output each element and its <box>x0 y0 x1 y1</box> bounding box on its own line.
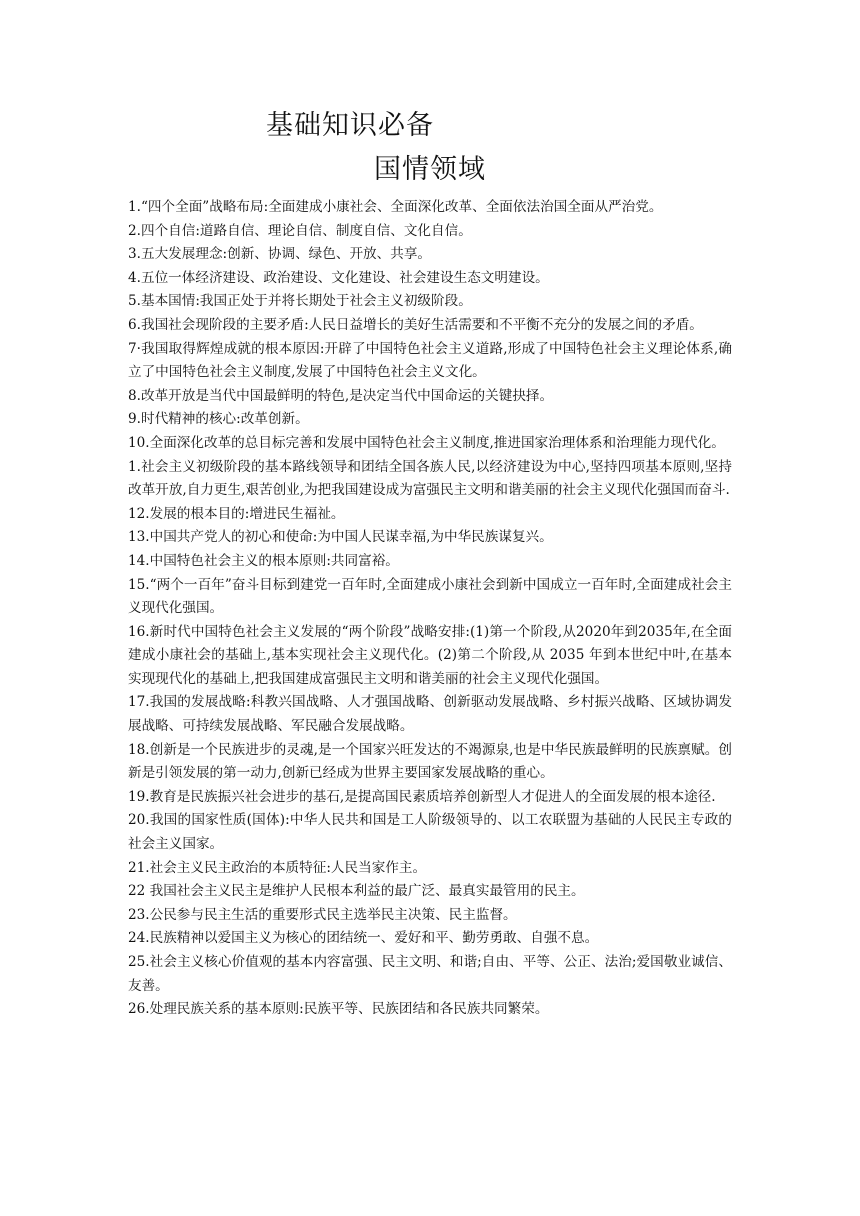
list-item: 17.我国的发展战略:科教兴国战略、人才强国战略、创新驱动发展战略、乡村振兴战略、区域协调发展战略、可持续发展战略、军民融合发展战略。 <box>128 694 732 735</box>
list-item: 13.中国共产党人的初心和使命:为中国人民谋幸福,为中华民族谋复兴。 <box>128 529 553 546</box>
list-item: 14.中国特色社会主义的根本原则:共同富裕。 <box>128 552 399 569</box>
list-item: 24.民族精神以爱国主义为核心的团结统一、爱好和平、勤劳勇敢、自强不息。 <box>128 930 599 947</box>
knowledge-list <box>128 196 732 1022</box>
list-item: 7·我国取得辉煌成就的根本原因:开辟了中国特色社会主义道路,形成了中国特色社会主义理论体系,确立了中国特色社会主义制度,发展了中国特色社会主义文化。 <box>128 340 732 381</box>
list-item: 2.四个自信:道路自信、理论自信、制度自信、文化自信。 <box>128 222 472 239</box>
list-item: 9.时代精神的核心:改革创新。 <box>128 411 309 428</box>
list-item: 26.处理民族关系的基本原则:民族平等、民族团结和各民族共同繁荣。 <box>128 1001 549 1018</box>
list-item: 10.全面深化改革的总目标完善和发展中国特色社会主义制度,推进国家治理体系和治理能力现代化。 <box>128 434 725 451</box>
list-item: 18.创新是一个民族进步的灵魂,是一个国家兴旺发达的不竭源泉,也是中华民族最鲜明的民族禀赋。创新是引领发展的第一动力,创新已经成为世界主要国家发展战略的重心。 <box>128 741 732 782</box>
list-item: 19.教育是民族振兴社会进步的基石,是提高国民素质培养创新型人才促进人的全面发展的根本途径. <box>128 788 716 805</box>
list-item: 6.我国社会现阶段的主要矛盾:人民日益增长的美好生活需要和不平衡不充分的发展之间的矛盾。 <box>128 316 703 333</box>
list-item: 25.社会主义核心价值观的基本内容富强、民主文明、和谐;自由、平等、公正、法治;爱国敬业诚信、友善。 <box>128 954 732 994</box>
document-subtitle: 国情领域 <box>374 154 486 185</box>
document-title: 基础知识必备 <box>266 110 434 141</box>
list-item: 8.改革开放是当代中国最鲜明的特色,是决定当代中国命运的关键抉择。 <box>128 387 554 404</box>
list-item: 23.公民参与民主生活的重要形式民主选举民主决策、民主监督。 <box>128 906 517 923</box>
list-item: 22 我国社会主义民主是维护人民根本利益的最广泛、最真实最管用的民主。 <box>128 883 585 900</box>
list-item: 5.基本国情:我国正处于并将长期处于社会主义初级阶段。 <box>128 293 472 310</box>
list-item: 4.五位一体经济建设、政治建设、文化建设、社会建设生态文明建设。 <box>128 269 549 286</box>
list-item: 21.社会主义民主政治的本质特征:人民当家作主。 <box>128 859 427 876</box>
list-item: 3.五大发展理念:创新、协调、绿色、开放、共享。 <box>128 246 432 263</box>
document-page <box>128 106 732 1022</box>
list-item: 1.社会主义初级阶段的基本路线领导和团结全国各族人民,以经济建设为中心,坚持四项基本原则,坚持改革开放,自力更生,艰苦创业,为把我国建设成为富强民主文明和谐美丽的社会主义现代化强国而奋斗. <box>128 458 732 499</box>
list-item: 15.“两个一百年”奋斗目标到建党一百年时,全面建成小康社会到新中国成立一百年时,全面建成社会主义现代化强国。 <box>128 576 732 617</box>
list-item: 20.我国的国家性质(国体):中华人民共和国是工人阶级领导的、以工农联盟为基础的人民民主专政的社会主义国家。 <box>128 812 732 853</box>
list-item: 16.新时代中国特色社会主义发展的“两个阶段”战略安排:(1)第一个阶段,从2020年到2035年,在全面建成小康社会的基础上,基本实现社会主义现代化。(2)第二个阶段,从 2035 年到本世纪中叶,在基本实现现代化的基础上,把我国建成富强民主文明和谐美丽的社会主义现代化强国。 <box>128 623 732 687</box>
list-item: 1.“四个全面”战略布局:全面建成小康社会、全面深化改革、全面依法治国全面从严治党。 <box>128 199 663 215</box>
list-item: 12.发展的根本目的:增进民生福祉。 <box>128 505 345 522</box>
